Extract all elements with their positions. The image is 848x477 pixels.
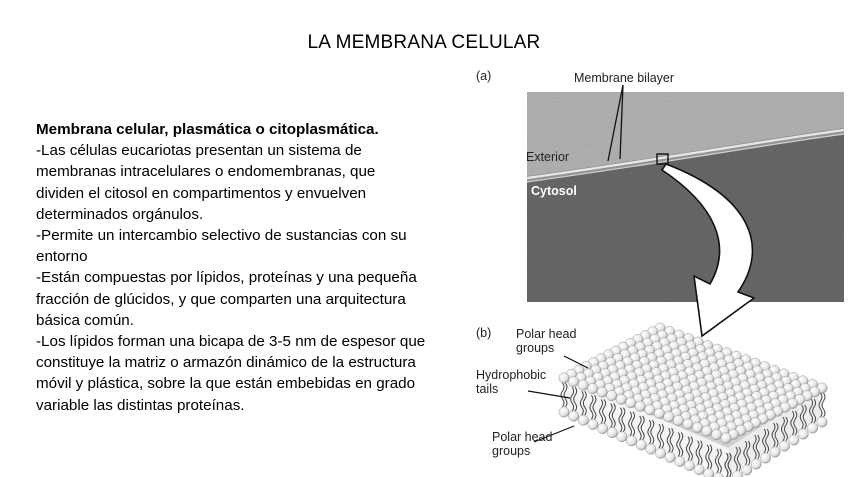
lipid-head [692, 422, 702, 432]
lipid-head [779, 441, 789, 451]
lipid-head [721, 433, 731, 443]
membrane-bilayer-label: Membrane bilayer [574, 71, 675, 85]
hydrophobic-tails-label [476, 368, 546, 396]
lipid-head [654, 408, 664, 418]
slide-title: LA MEMBRANA CELULAR [307, 32, 541, 53]
lipid-head [665, 452, 675, 462]
lipid-head [606, 390, 616, 400]
lipid-head [616, 394, 626, 404]
lipid-head [770, 447, 780, 457]
lipid-head [559, 407, 569, 417]
lipid-head [568, 411, 578, 421]
lipid-head [646, 444, 656, 454]
lipid-head [789, 435, 799, 445]
lipid-head [711, 429, 721, 439]
lipid-head [751, 459, 761, 469]
lipid-head [713, 473, 723, 477]
lipid-head [568, 376, 578, 386]
polar-head-top-line: Polar head [516, 327, 577, 341]
lipid-bilayer-diagram [559, 323, 827, 477]
lipid-head [597, 423, 607, 433]
lipid-head [798, 429, 808, 439]
body-line: -Los lípidos forman una bicapa de 3-5 nm de espesor que [36, 333, 426, 351]
body-line: móvil y plástica, sobre la que están embebidas en grado [36, 375, 416, 393]
lipid-head [587, 383, 597, 393]
body-line: fracción de glúcidos, y que comparten una arquitectura [36, 290, 406, 308]
polar-head-bottom-line: Polar head [492, 430, 553, 444]
lipid-head [702, 426, 712, 436]
lipid-head [635, 401, 645, 411]
lipid-head [607, 427, 617, 437]
body-line: constituye la matriz o armazón dinámico de la estructura [36, 354, 416, 372]
polar-head-top-label [516, 327, 576, 355]
hydrophobic-tails-line: Hydrophobic [476, 368, 547, 382]
polar-head-bottom-line: groups [492, 444, 531, 458]
lipid-head [578, 380, 588, 390]
lipid-head [559, 373, 569, 383]
lipid-head [760, 453, 770, 463]
lipid-head [636, 440, 646, 450]
lipid-head [655, 448, 665, 458]
body-line: entorno [36, 248, 88, 266]
lipid-head [683, 419, 693, 429]
lipid-head [704, 469, 714, 477]
membrane-figure-graphics [470, 66, 848, 477]
lipid-head [817, 417, 827, 427]
panel-b-label: (b) [476, 326, 492, 340]
lipid-head [645, 405, 655, 415]
lipid-head [742, 465, 752, 475]
lipid-head [732, 471, 742, 477]
body-line: membranas intracelulares o endomembranas, que [36, 163, 376, 181]
body-line: variable las distintas proteínas. [36, 396, 245, 414]
polar-head-top-line: groups [516, 341, 555, 355]
body-line: dividen el citosol en compartimentos y envuelven [36, 184, 367, 202]
lipid-head [694, 464, 704, 474]
body-heading: Membrana celular, plasmática o citoplasmática. [36, 121, 379, 138]
hydrophobic-tails-line: tails [476, 382, 499, 396]
exterior-label: Exterior [526, 150, 570, 164]
lipid-head [807, 423, 817, 433]
body-line: -Están compuestas por lípidos, proteínas y una pequeña [36, 269, 417, 287]
lipid-head [626, 398, 636, 408]
polar-head-bottom-label [492, 430, 552, 458]
lipid-head [588, 419, 598, 429]
body-line: -Las células eucariotas presentan un sistema de [36, 142, 362, 160]
lipid-head [675, 456, 685, 466]
lipid-head [617, 432, 627, 442]
lipid-head [578, 415, 588, 425]
membrane-figure [470, 66, 848, 477]
cytosol-label: Cytosol [531, 184, 577, 198]
body-line: determinados orgánulos. [36, 205, 204, 223]
lipid-head [673, 415, 683, 425]
lipid-head [664, 412, 674, 422]
lipid-head [684, 460, 694, 470]
body-line: básica común. [36, 311, 134, 329]
lipid-head [626, 436, 636, 446]
body-line: -Permite un intercambio selectivo de sustancias con su [36, 227, 407, 245]
panel-a-label: (a) [476, 69, 492, 83]
body-text [36, 119, 456, 416]
lipid-head [597, 387, 607, 397]
